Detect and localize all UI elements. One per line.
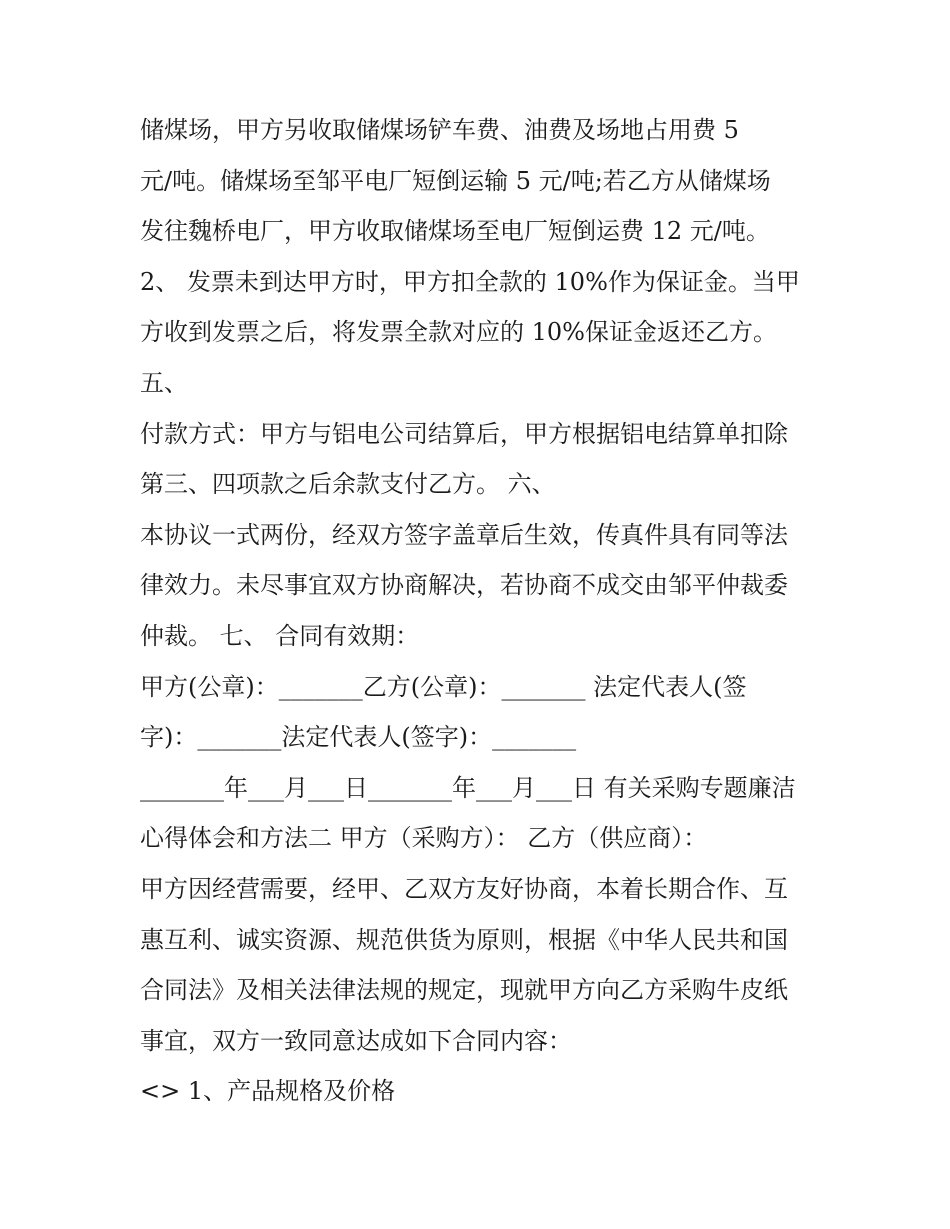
text-line: 合同法》及相关法律法规的规定，现就甲方向乙方采购牛皮纸	[140, 976, 788, 1004]
text-line: 本协议一式两份，经双方签字盖章后生效，传真件具有同等法	[140, 521, 788, 549]
text-line: 付款方式：甲方与铝电公司结算后，甲方根据铝电结算单扣除	[140, 420, 788, 448]
section-heading: 五、	[140, 369, 188, 397]
text-line: 心得体会和方法二 甲方（采购方）： 乙方（供应商）：	[140, 824, 708, 852]
text-line: 第三、四项款之后余款支付乙方。 六、	[140, 470, 556, 498]
signature-line: 甲方(公章)：_______乙方(公章)：_______ 法定代表人(签	[140, 673, 747, 701]
text-line: 事宜，双方一致同意达成如下合同内容：	[140, 1027, 572, 1055]
text-line: 储煤场，甲方另收取储煤场铲车费、油费及场地占用费 5	[140, 116, 739, 144]
section-heading: <> 1、产品规格及价格	[140, 1077, 396, 1105]
text-line: 甲方因经营需要，经甲、乙双方友好协商，本着长期合作、互	[140, 875, 788, 903]
date-line: _______年___月___日_______年___月___日 有关采购专题廉洁	[140, 774, 796, 802]
text-line: 惠互利、诚实资源、规范供货为原则，根据《中华人民共和国	[140, 926, 788, 954]
text-line: 仲裁。 七、 合同有效期：	[140, 622, 420, 650]
text-line: 元/吨。储煤场至邹平电厂短倒运输 5 元/吨;若乙方从储煤场	[140, 167, 771, 195]
text-line: 2、 发票未到达甲方时，甲方扣全款的 10%作为保证金。当甲	[140, 268, 800, 296]
text-line: 方收到发票之后，将发票全款对应的 10%保证金返还乙方。	[140, 318, 777, 346]
text-line: 发往魏桥电厂，甲方收取储煤场至电厂短倒运费 12 元/吨。	[140, 217, 770, 245]
signature-line: 字)：_______法定代表人(签字)：_______	[140, 723, 577, 751]
text-line: 律效力。未尽事宜双方协商解决，若协商不成交由邹平仲裁委	[140, 571, 788, 599]
